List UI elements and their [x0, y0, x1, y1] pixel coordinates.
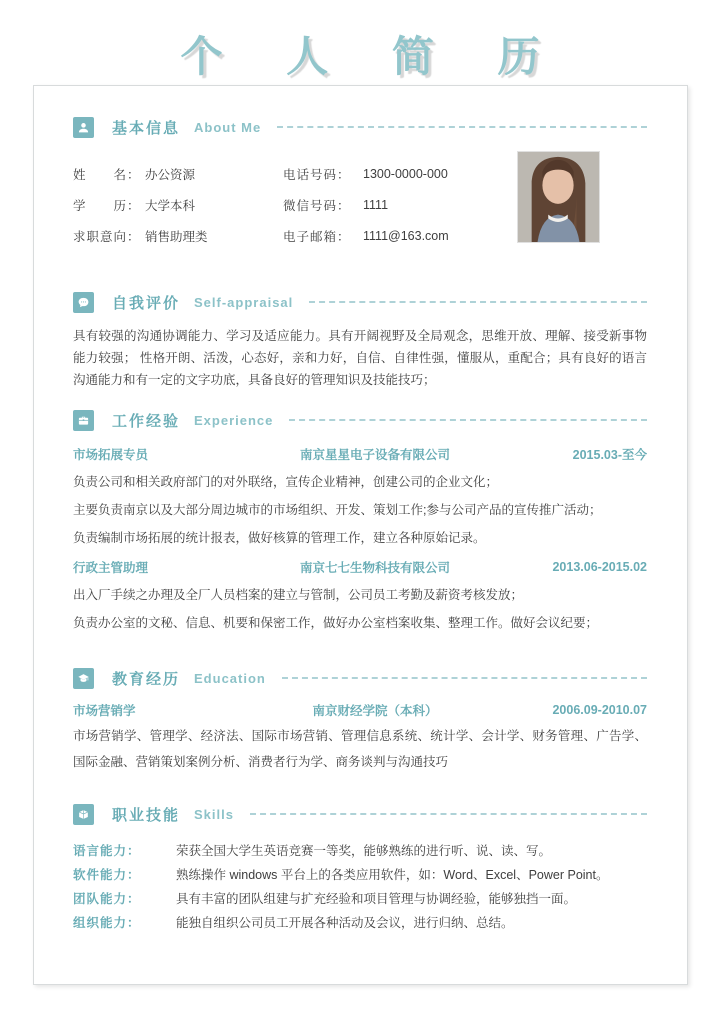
- education-major: 市场营销学: [73, 704, 136, 718]
- section-header-skills: [73, 803, 647, 825]
- skill-item: [73, 911, 647, 935]
- skill-label: 语言能力：: [73, 844, 141, 858]
- section-dashed-line: [289, 419, 647, 421]
- job-company: 南京星星电子设备有限公司: [299, 448, 450, 462]
- field-label-wechat: 微信号码：: [283, 198, 351, 213]
- job-detail-line: 负责编制市场拓展的统计报表，做好核算的管理工作，建立各种原始记录。: [73, 531, 486, 545]
- section-title-en: Self-appraisal: [194, 294, 294, 310]
- field-value-name: 办公资源: [145, 167, 196, 182]
- education-entry: [73, 701, 647, 775]
- section-dashed-line: [282, 677, 647, 679]
- job-details: [73, 581, 647, 637]
- section-title-cn: 自我评价: [112, 294, 181, 312]
- skill-description: 能独自组织公司员工开展各种活动及会议，进行归纳、总结。: [176, 916, 514, 930]
- field-value-degree: 大学本科: [145, 198, 196, 213]
- job-period: 2015.03-至今: [572, 448, 647, 462]
- section-title-en: Experience: [194, 412, 274, 428]
- skill-label: 团队能力：: [73, 892, 141, 906]
- page-title: 个 人 简 历: [180, 33, 566, 80]
- education-header: [73, 701, 647, 719]
- section-title-cn: 教育经历: [112, 670, 181, 688]
- section-title-en: About Me: [194, 119, 262, 135]
- job-company: 南京七七生物科技有限公司: [299, 561, 450, 575]
- section-dashed-line: [250, 813, 647, 815]
- job-entry: [73, 558, 647, 637]
- basic-info-block: [73, 158, 647, 251]
- job-header: [73, 558, 647, 576]
- job-period: 2013.06-2015.02: [552, 560, 647, 574]
- resume-paper: [33, 85, 688, 985]
- skill-description: 具有丰富的团队组建与扩充经验和项目管理与协调经验，能够独挡一面。: [176, 892, 577, 906]
- section-title-cn: 职业技能: [112, 806, 181, 824]
- briefcase-icon: [73, 410, 94, 431]
- field-value-objective: 销售助理类: [145, 229, 208, 244]
- skill-item: [73, 839, 647, 863]
- job-detail-line: 负责办公室的文秘、信息、机要和保密工作，做好办公室档案收集、整理工作。做好会议纪要；: [73, 616, 599, 630]
- profile-photo: [517, 151, 600, 243]
- section-title-en: Education: [194, 670, 266, 686]
- job-header: [73, 445, 647, 463]
- field-label-objective: 求职意向：: [73, 229, 141, 244]
- section-header-appraisal: [73, 291, 647, 313]
- job-detail-line: 出入厂手续之办理及全厂人员档案的建立与管制，公司员工考勤及薪资考核发放；: [73, 588, 524, 602]
- person-icon: [73, 117, 94, 138]
- basic-info-row: [73, 158, 543, 189]
- basic-info-row: [73, 220, 543, 251]
- field-value-email: 1111@163.com: [363, 228, 449, 243]
- field-label-phone: 电话号码：: [283, 167, 351, 182]
- education-courses: 市场营销学、管理学、经济法、国际市场营销、管理信息系统、统计学、会计学、财务管理、广告学、国际金融、营销策划案例分析、消费者行为学、商务谈判与沟通技巧: [73, 729, 647, 769]
- book-icon: [73, 804, 94, 825]
- education-period: 2006.09-2010.07: [552, 703, 647, 717]
- chat-bubble-icon: [73, 292, 94, 313]
- job-entry: [73, 445, 647, 552]
- field-label-name: 姓 名：: [73, 167, 141, 182]
- section-title-en: Skills: [194, 806, 234, 822]
- skills-list: [73, 839, 647, 935]
- skill-item: [73, 887, 647, 911]
- section-header-experience: [73, 409, 647, 431]
- field-value-wechat: 1111: [363, 197, 389, 212]
- skill-description: 荣获全国大学生英语竞赛一等奖，能够熟练的进行听、说、读、写。: [176, 844, 552, 858]
- field-value-phone: 1300-0000-000: [363, 166, 448, 181]
- job-detail-line: 主要负责南京以及大部分周边城市的市场组织、开发、策划工作;参与公司产品的宣传推广活动；: [73, 503, 602, 517]
- skill-label: 组织能力：: [73, 916, 141, 930]
- skill-description: 熟练操作 windows 平台上的各类应用软件，如：Word、Excel、Power Point。: [176, 868, 609, 882]
- field-label-degree: 学 历：: [73, 198, 141, 213]
- job-details: [73, 468, 647, 552]
- section-dashed-line: [277, 126, 647, 128]
- basic-info-row: [73, 189, 543, 220]
- section-header-education: [73, 667, 647, 689]
- job-role: 市场拓展专员: [73, 448, 149, 462]
- job-detail-line: 负责公司和相关政府部门的对外联络，宣传企业精神，创建公司的企业文化；: [73, 475, 499, 489]
- field-label-email: 电子邮箱：: [283, 229, 351, 244]
- section-title-cn: 工作经验: [112, 412, 181, 430]
- skill-label: 软件能力：: [73, 868, 141, 882]
- section-header-basic: [73, 116, 647, 138]
- basic-info-grid: [73, 158, 543, 251]
- self-appraisal-text: 具有较强的沟通协调能力、学习及适应能力。具有开阔视野及全局观念，思维开放、理解、接受新事物能力较强； 性格开朗、活泼，心态好，亲和力好，自信、自律性强，懂服从，重配合；具有良好的语言沟通能力和有一定的文字功底，具备良好的管理知识及技能技巧；: [73, 329, 647, 387]
- skill-item: [73, 863, 647, 887]
- education-school: 南京财经学院（本科）: [312, 704, 438, 718]
- job-role: 行政主管助理: [73, 561, 149, 575]
- graduation-cap-icon: [73, 668, 94, 689]
- section-title-cn: 基本信息: [112, 119, 181, 137]
- section-dashed-line: [309, 301, 647, 303]
